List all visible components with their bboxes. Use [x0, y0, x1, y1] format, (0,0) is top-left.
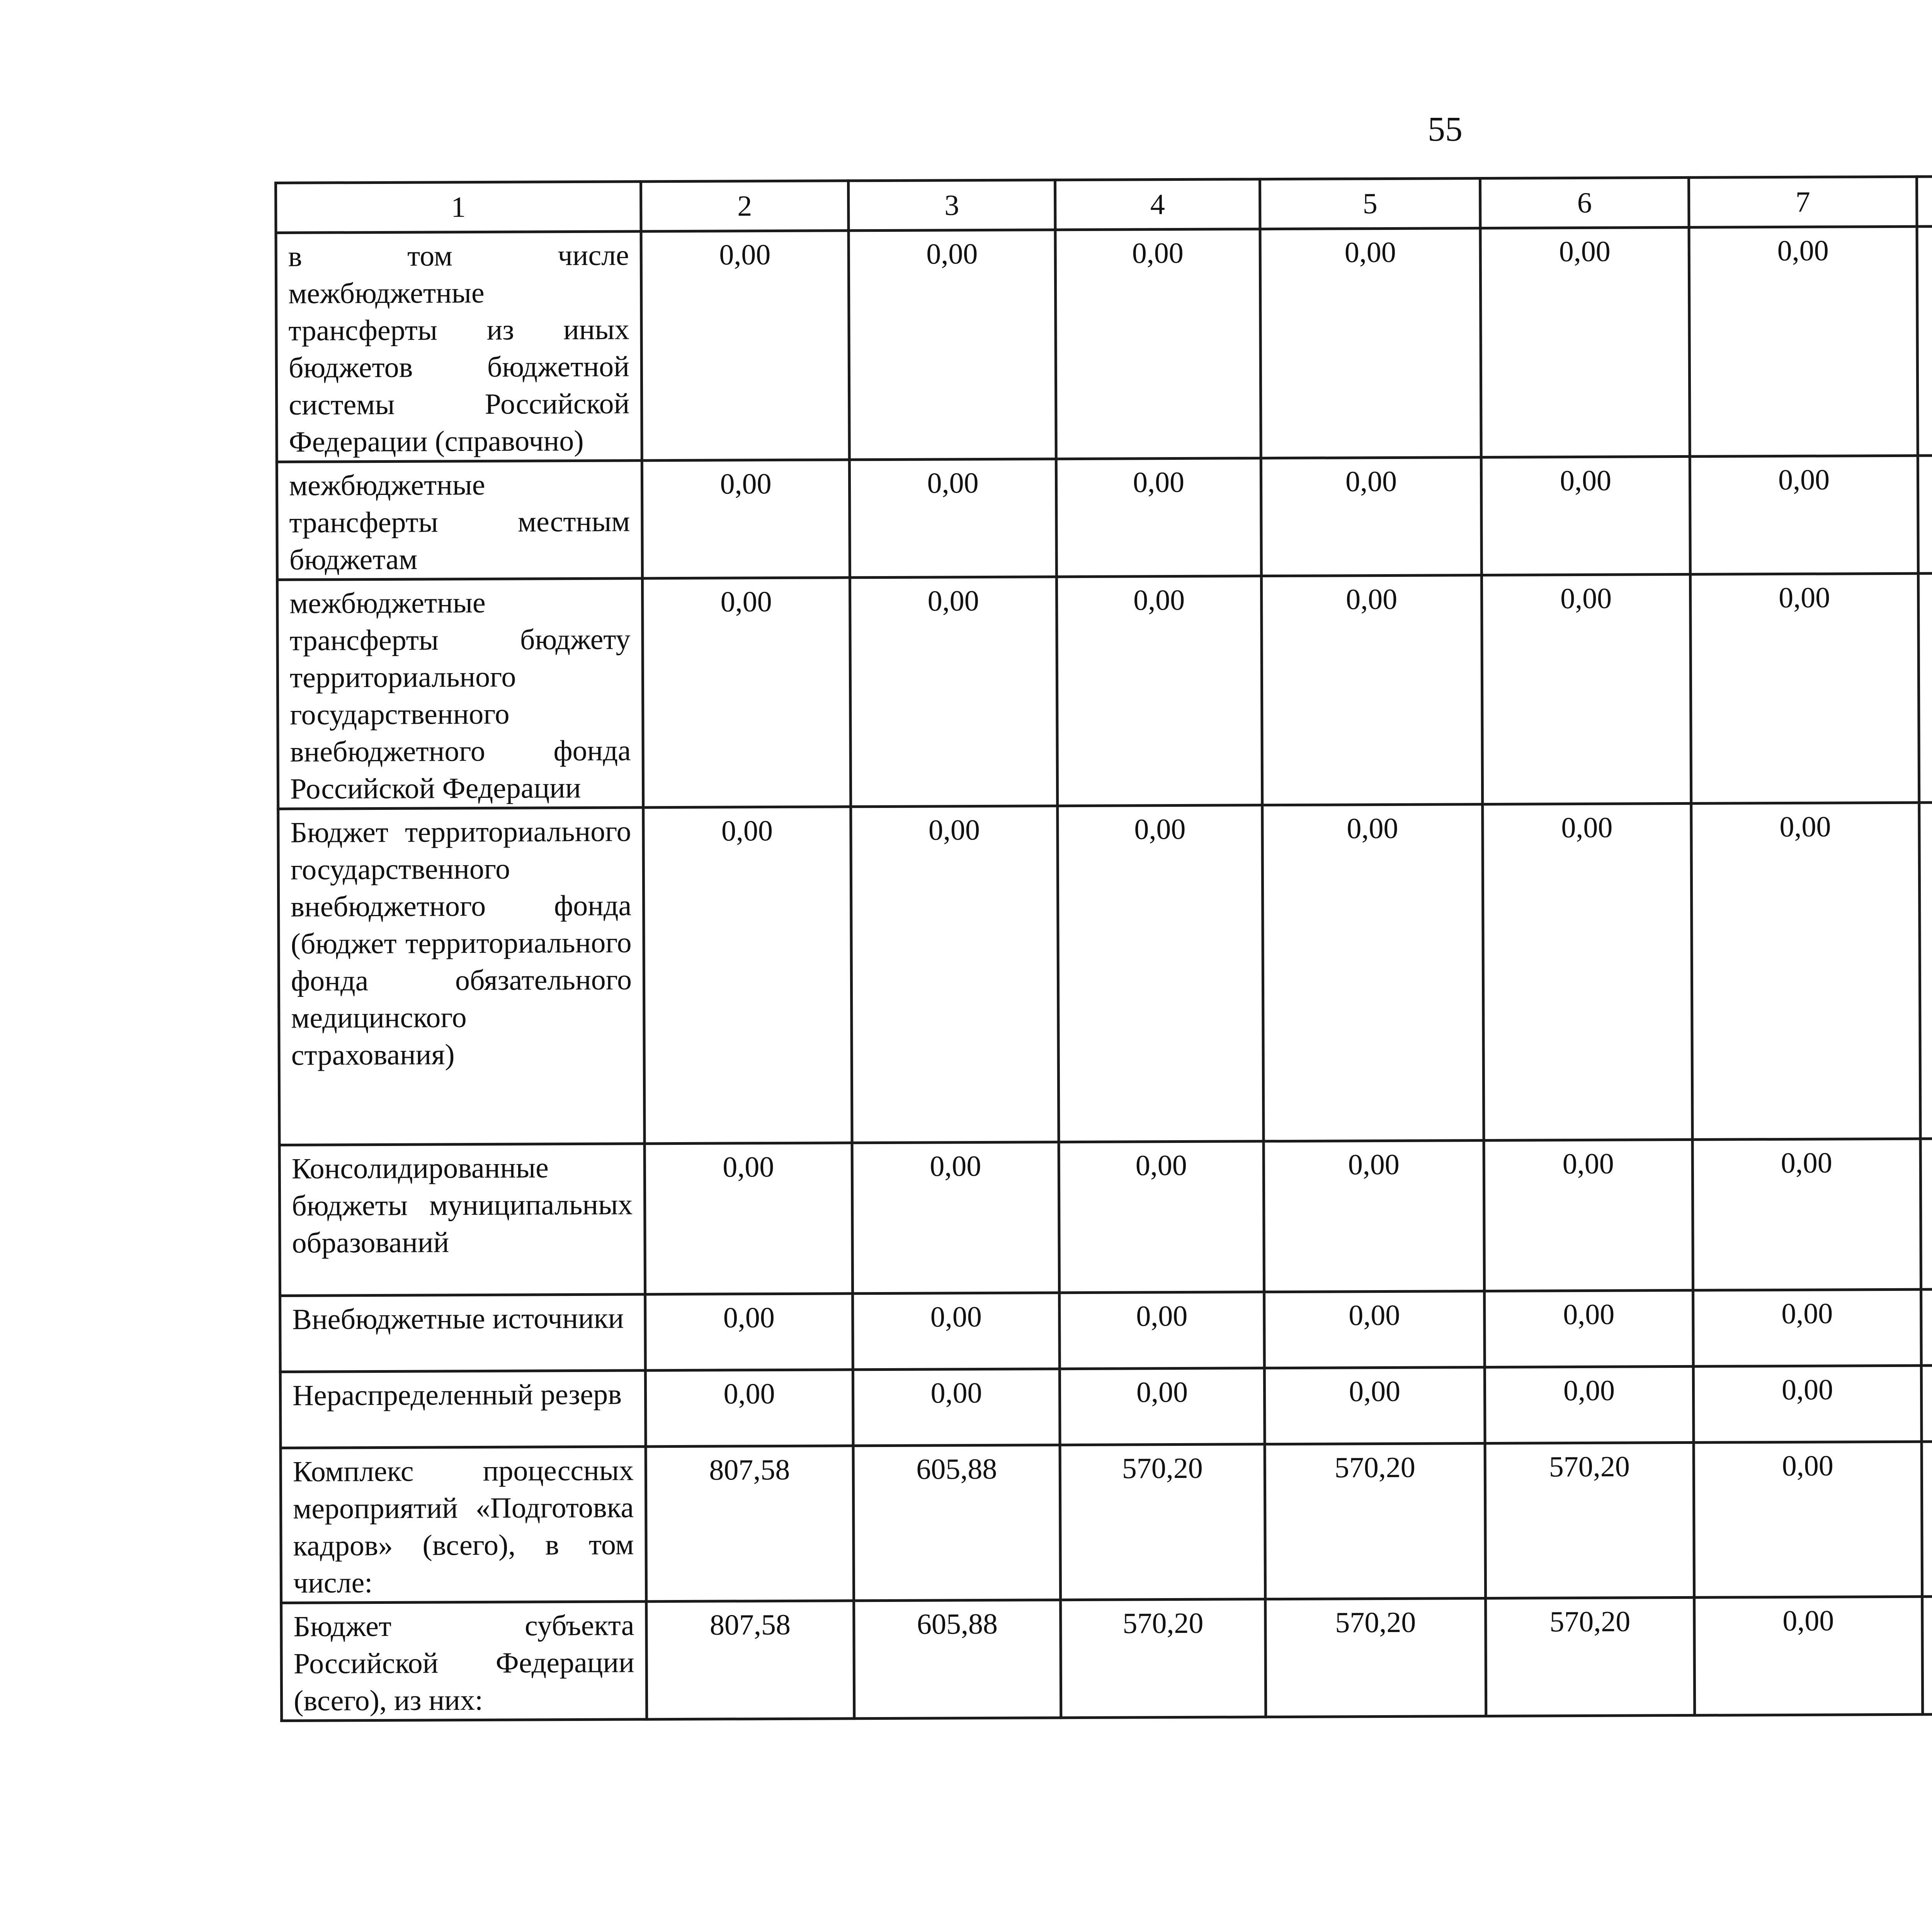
table-cell: 0,00 — [1059, 1141, 1264, 1293]
table-cell: 0,00 — [643, 807, 852, 1144]
table-cell: 0,00 — [1264, 1140, 1484, 1292]
table-row — [278, 800, 1932, 1145]
row-label: Консолидированные бюджеты муниципальных образований — [279, 1144, 645, 1296]
row-label: Бюджет территориального государственного внебюджетного фонда (бюджет территориального фонда обязательного медицинского страхования) — [278, 808, 645, 1145]
table-row — [281, 1594, 1932, 1721]
table-row — [277, 453, 1932, 580]
table-cell: 570,20 — [1486, 1597, 1695, 1716]
table-cell — [1918, 573, 1932, 803]
table-cell — [1921, 1365, 1932, 1442]
table-cell: 0,00 — [1484, 1139, 1693, 1291]
column-header: 6 — [1480, 177, 1689, 228]
table-cell: 0,00 — [1692, 1139, 1921, 1290]
table-cell: 0,00 — [1056, 458, 1261, 577]
table-cell: 0,00 — [1264, 1291, 1485, 1368]
column-header: 4 — [1055, 179, 1260, 230]
table-cell: 807,58 — [646, 1446, 854, 1602]
table-cell: 0,00 — [853, 1369, 1060, 1446]
table-cell: 0,00 — [1690, 456, 1918, 574]
table-cell: 0,00 — [1693, 1365, 1922, 1442]
table-cell: 0,00 — [645, 1370, 853, 1447]
table-cell: 0,00 — [645, 1143, 852, 1294]
row-label: Бюджет субъекта Российской Федерации (всего), из них: — [281, 1602, 647, 1721]
table-cell: 0,00 — [1694, 1597, 1923, 1715]
table-row — [281, 1439, 1932, 1603]
table-cell: 0,00 — [1261, 457, 1481, 576]
column-header: 5 — [1260, 179, 1480, 229]
table-cell: 0,00 — [849, 459, 1056, 578]
column-header — [1917, 176, 1932, 226]
column-header: 3 — [849, 180, 1055, 231]
table-cell: 0,00 — [849, 230, 1056, 460]
table-cell: 0,00 — [1483, 803, 1692, 1140]
table-cell: 0,00 — [1056, 576, 1262, 806]
table-row — [276, 224, 1932, 462]
table-row — [279, 1136, 1932, 1296]
table-cell: 0,00 — [642, 460, 850, 578]
table-row — [280, 1287, 1932, 1372]
table-cell: 0,00 — [1689, 226, 1918, 456]
table-cell: 570,20 — [1061, 1599, 1266, 1718]
table-cell: 605,88 — [853, 1445, 1061, 1601]
table-cell: 807,58 — [646, 1601, 854, 1719]
table-cell: 0,00 — [1060, 1368, 1265, 1445]
row-label: Комплекс процессных мероприятий «Подготовка кадров» (всего), в том числе: — [281, 1447, 646, 1603]
table-cell: 0,00 — [852, 1142, 1059, 1294]
table-cell: 570,20 — [1485, 1442, 1694, 1598]
table-row — [277, 571, 1932, 809]
table-cell: 570,20 — [1265, 1443, 1486, 1599]
table-cell: 0,00 — [1060, 1292, 1265, 1369]
table-cell: 0,00 — [642, 578, 850, 808]
table-header-row — [276, 174, 1932, 233]
row-label: Нераспределенный резерв — [280, 1370, 646, 1448]
table-cell: 0,00 — [1262, 804, 1484, 1141]
row-label: Внебюджетные источники — [280, 1294, 646, 1372]
page-number: 55 — [1428, 110, 1463, 148]
table-cell: 570,20 — [1265, 1598, 1486, 1717]
table-cell: 0,00 — [1693, 1289, 1922, 1366]
table-cell: 570,20 — [1060, 1444, 1265, 1600]
table-cell: 605,88 — [854, 1600, 1061, 1719]
table-cell: 0,00 — [1481, 456, 1690, 575]
table-cell: 0,00 — [1055, 229, 1261, 459]
budget-table — [274, 173, 1932, 1722]
table-cell — [1921, 1289, 1932, 1365]
table-cell: 0,00 — [1694, 1442, 1922, 1597]
table-cell: 0,00 — [1485, 1366, 1694, 1443]
table-cell: 0,00 — [1480, 227, 1690, 457]
table-cell: 0,00 — [1690, 573, 1919, 803]
table-cell: 0,00 — [645, 1294, 853, 1370]
column-header: 7 — [1689, 177, 1917, 227]
row-label: межбюджетные трансферты бюджету территориального государственного внебюджетного фонда Российской Федерации — [277, 578, 643, 809]
table-cell — [1919, 802, 1932, 1139]
table-cell — [1918, 455, 1932, 573]
row-label: межбюджетные трансферты местным бюджетам — [277, 461, 642, 580]
table-cell: 0,00 — [851, 806, 1059, 1143]
row-label: в том числе межбюджетные трансферты из иных бюджетов бюджетной системы Российской Федерации (справочно) — [276, 231, 642, 462]
table-cell: 0,00 — [1261, 575, 1482, 805]
table-cell: 0,00 — [1260, 228, 1481, 458]
table-cell — [1922, 1596, 1932, 1714]
table-cell: 0,00 — [641, 231, 849, 461]
column-header: 2 — [641, 181, 849, 231]
table-cell — [1920, 1138, 1932, 1289]
table-cell: 0,00 — [1691, 803, 1920, 1139]
table-cell: 0,00 — [1481, 574, 1691, 804]
table-cell: 0,00 — [1264, 1367, 1485, 1444]
table-cell: 0,00 — [853, 1293, 1060, 1370]
table-cell: 0,00 — [850, 577, 1057, 807]
table-cell — [1922, 1441, 1932, 1597]
table-cell: 0,00 — [1058, 805, 1264, 1142]
table-cell — [1917, 226, 1932, 456]
column-header: 1 — [276, 182, 641, 233]
table-cell: 0,00 — [1485, 1290, 1694, 1367]
table-row — [280, 1363, 1932, 1448]
